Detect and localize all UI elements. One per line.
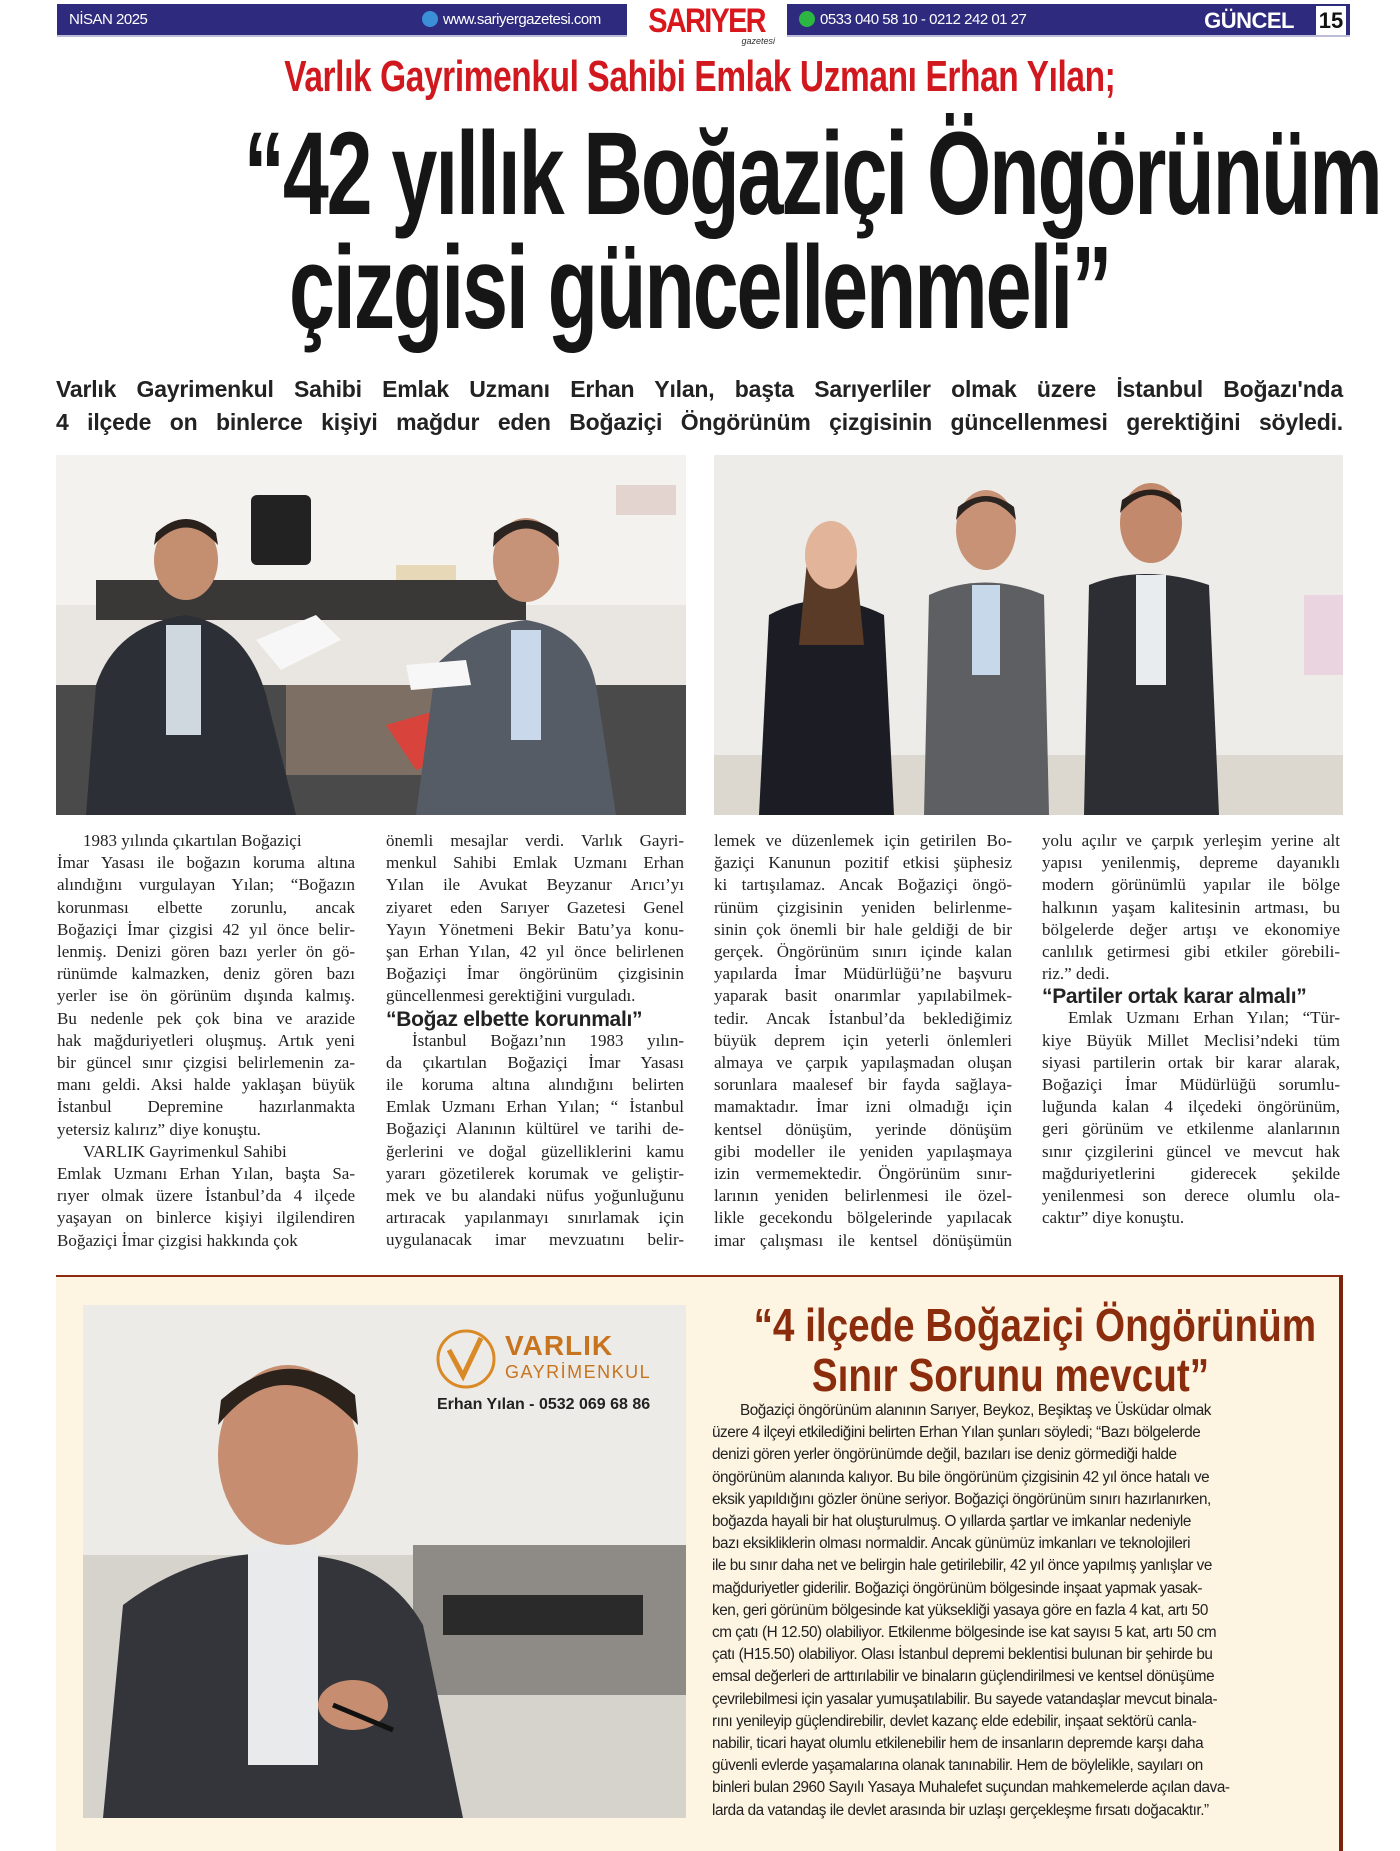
text-line: rünüm çizgisinin yeniden belirlenme- (714, 897, 1012, 917)
text-line: VARLIK Gayrimenkul Sahibi (83, 1141, 287, 1161)
text-line: yapısı yenilenmiş, depreme dayanıklı (1042, 853, 1340, 873)
photo-group-standing (714, 455, 1343, 815)
text-line: siyasi partilerin ortak bir karar alarak, (1042, 1052, 1340, 1072)
text-line: İmar Yasası ile boğazın koruma altına (57, 853, 355, 873)
article-column-2 (386, 830, 684, 1252)
text-line: manı geldi. Aksi halde yaklaşan büyük (57, 1075, 355, 1095)
text-line: rını yenileyip güçlendirebilir, devlet kazanç elde edebilir, inşaat sektörü canla- (712, 1712, 1197, 1730)
text-line: Boğaziçi Alanının kültürel ve tarihi de- (386, 1119, 684, 1139)
text-line: güncellenmesi gerektiğini vurguladı. (386, 986, 636, 1006)
text-line: ile koruma altına alındığını belirten (386, 1075, 684, 1095)
text-line: ki tartışılamaz. Ancak Boğaziçi öngö- (714, 875, 1012, 895)
text-line: Emlak Uzmanı Erhan Yılan; “Tür- (1068, 1008, 1340, 1028)
text-line: emsal değerleri de arttırılabilir ve binaların güçlendirilmesi ve kentsel dönüşüme (712, 1668, 1215, 1686)
text-line: luğunda kalan 4 ilçedeki öngörünüm, (1042, 1097, 1340, 1117)
header-bar (57, 2, 1350, 46)
phone-numbers (799, 11, 1026, 28)
text-line: bazı eksikliklerin olması normaldir. Ancak günümüz imkanları ve teknolojileri (712, 1535, 1191, 1553)
text-line: modern görünümlü yapılar ile bölge (1042, 875, 1340, 895)
lede-line-2: 4 ilçede on binlerce kişiyi mağdur eden Boğaziçi Öngörünüm çizgisinin güncellenmesi gerektiğini söyledi. (56, 409, 1343, 435)
website-text: www.sariyergazetesi.com (443, 11, 601, 28)
newspaper-logo (627, 2, 787, 46)
text-line: menkul Sahibi Emlak Uzmanı Erhan (386, 853, 684, 873)
text-line: bir güncel sınır çizgisi belirlemenin za- (57, 1053, 355, 1073)
text-line: ile bu sınır daha net ve belirgin hale getirilebilir, 42 yıl önce yapılmış yanlışlar ve (712, 1557, 1212, 1575)
varlik-gayrimenkul-ad (435, 1328, 675, 1418)
headline-line-1 (0, 108, 1400, 240)
text-line: Boğaziçi İmar çizgisi 42 yıl önce belir- (57, 919, 355, 939)
text-line: yenilenmesi son derece olumlu ola- (1042, 1186, 1340, 1206)
text-line: da çıkartılan Boğaziçi İmar Yasası (386, 1052, 684, 1072)
text-line: tedir. Ancak İstanbul’da beklediğimiz (714, 1008, 1012, 1028)
text-line: önemli mesajlar verdi. Varlık Gayri- (386, 831, 684, 850)
text-line: sınır çizgilerini güncel ve mevcut hak (1042, 1141, 1340, 1161)
website-link[interactable] (422, 11, 601, 28)
text-line: hak mağduriyetleri oluşmuş. Artık yeni (57, 1030, 355, 1050)
text-line: güvenli evlerde yaşamalarına olanak tanınabilir. Hem de böylelikle, sayıları on (712, 1757, 1203, 1775)
photo-office-interview (56, 455, 686, 815)
text-line: imar çalışması ile kentsel dönüşümün (714, 1230, 1012, 1250)
text-line: İstanbul Depremine hazırlanmakta (57, 1097, 355, 1117)
text-line: Boğaziçi öngörünüm alanının Sarıyer, Beykoz, Beşiktaş ve Üsküdar olmak (740, 1402, 1211, 1419)
text-line: bölgelerde değer artışı ve ekonomiye (1042, 919, 1340, 939)
globe-icon (422, 11, 438, 27)
text-line: ğaziçi Kanunun pozitif etkisi şüphesiz (714, 853, 1012, 873)
article-column-3 (714, 830, 1012, 1252)
text-line: nabilir, ticari hayat olumlu etkilenebilir hem de insanların depremde karşı daha (712, 1735, 1204, 1753)
headline-line-2 (0, 222, 1400, 354)
section-label: GÜNCEL (1204, 8, 1294, 33)
text-line: artıracak yapılanmayı sınırlamak için (386, 1208, 684, 1228)
whatsapp-icon (799, 11, 815, 27)
text-line: lemek ve düzenlemek için getirilen Bo- (714, 831, 1012, 850)
text-line: sorunlara maalesef bir fayda sağlaya- (714, 1075, 1012, 1095)
text-line: yaparak basit onarımlar yapılabilmek- (714, 986, 1012, 1006)
text-line: geri görünüm ve etkilenme alanlarının (1042, 1119, 1340, 1139)
text-line: yetersiz kalırız” diye konuştu. (57, 1119, 261, 1139)
text-line: mağduriyetler giderilir. Boğaziçi öngörünüm bölgesinde inşaat yapmak yasak- (712, 1579, 1203, 1597)
text-line: Boğaziçi İmar Müdürlüğü sorumlu- (1042, 1075, 1340, 1095)
box-headline (700, 1300, 1320, 1400)
page-number: 15 (1316, 6, 1346, 35)
text-line: binleri bulan 2960 Sayılı Yasaya Muhalefet suçundan mahkemelerde açılan dava- (712, 1779, 1230, 1797)
text-line: likle gecekondu bölgelerinde yapılacak (714, 1208, 1012, 1228)
text-line: 1983 yılında çıkartılan Boğaziçi (83, 831, 302, 850)
text-line: büyük deprem için yeterli önlemleri (714, 1030, 1012, 1050)
text-line: lenmiş. Denizi gören bazı yerler ön gö- (57, 942, 355, 962)
text-line: kentsel dönüşüm, yerinde dönüşüm (714, 1119, 1012, 1139)
text-line: rıyer olmak üzere İstanbul’da 4 ilçede (57, 1186, 355, 1206)
text-line: mağduriyetlerini giderecek şekilde (1042, 1163, 1340, 1183)
text-line: cm çatı (H 12.50) olabiliyor. Etkilenme bölgesinde ise kat sayısı 5 kat, artı 50 cm (712, 1624, 1217, 1642)
subheading: “Partiler ortak karar almalı” (1042, 985, 1307, 1009)
text-line: gerçek. Öngörünüm sınırı içinde kalan (714, 942, 1012, 962)
text-line: canlılık getirmesi gibi etkiler görebili- (1042, 942, 1340, 962)
text-line: İstanbul Boğazı’nın 1983 yılın- (412, 1030, 684, 1050)
text-line: Boğaziçi İmar çizgisi hakkında çok (57, 1230, 298, 1250)
logo-sub: gazetesi (741, 36, 775, 46)
text-line: ken, geri görünüm bölgesinde kat yüksekliği yasaya göre en fazla 4 kat, artı 50 (712, 1601, 1208, 1619)
text-line: ğerlerini ve doğal güzelliklerini kamu (386, 1141, 684, 1161)
text-line: korunması elbette zorunlu, ancak (57, 897, 355, 917)
brand-contact: Erhan Yılan - 0532 069 68 86 (437, 1396, 651, 1413)
text-line: larının yeniden belirlenmesi ile özel- (714, 1186, 1012, 1206)
text-line: çevrilebilmesi için yasalar yumuşatılabilir. Bu sayede vatandaşlar mevcut binala- (712, 1690, 1218, 1708)
text-line: gibi modeller ile yeniden yapılaşmaya (714, 1141, 1012, 1161)
box-body (712, 1400, 1332, 1822)
text-line: izin vermemektedir. Öngörünüm sınır- (714, 1164, 1012, 1184)
text-line: yararı gözetilerek korumak ve geliştir- (386, 1163, 684, 1183)
text-line: ziyaret eden Sarıyer Gazetesi Genel (386, 897, 684, 917)
lede-line-1: Varlık Gayrimenkul Sahibi Emlak Uzmanı Erhan Yılan, başta Sarıyerliler olmak üzere İstanbul Boğazı'nda (56, 376, 1343, 402)
headline-text: “42 yıllık Boğaziçi Öngörünüm (243, 108, 1381, 240)
text-line: Bu nedenle pek çok bina ve arazide (57, 1008, 355, 1028)
text-line: boğazda hayali bir hat oluşturulmuş. O yıllarda şartlar ve imkanlar nedeniyle (712, 1513, 1191, 1531)
text-line: halkının yaşam kalitesinin artması, bu (1042, 897, 1340, 917)
varlik-logo-icon (435, 1328, 497, 1390)
text-line: Yayın Yönetmeni Bekir Batu’ya konu- (386, 919, 684, 939)
text-line: yerler ise ön görünüm dışında kalmış. (57, 986, 355, 1006)
logo-text: SARIYER (648, 2, 766, 40)
text-line: üzere 4 ilçeyi etkilediğini belirten Erhan Yılan şunları söyledi; “Bazı bölgelerde (712, 1424, 1201, 1442)
text-line: caktır” diye konuştu. (1042, 1208, 1185, 1228)
text-line: öngörünüm alanında kalıyor. Bu bile öngörünüm çizgisinin 42 yıl önce hatalı ve (712, 1468, 1210, 1486)
text-line: Yılan ile Avukat Beyzanur Arıcı’yı (386, 875, 684, 895)
text-line: larda da vatandaş ile devlet arasında bir uzlaşı gerçekleşme fırsatı doğacaktır.” (712, 1801, 1209, 1819)
text-line: çatı (H15.50) olabiliyor. Olası İstanbul depremi beklentisi bulunan bir şehirde bu (712, 1646, 1213, 1664)
brand-sub: GAYRİMENKUL (505, 1362, 652, 1382)
phones-text: 0533 040 58 10 - 0212 242 01 27 (820, 11, 1027, 28)
text-line: Boğaziçi İmar öngörünüm çizgisinin (386, 964, 684, 984)
text-line: rünümde kalmazken, deniz gören bazı (57, 964, 355, 984)
text-line: alındığını vurgulayan Yılan; “Boğazın (57, 875, 355, 895)
box-headline-line: Sınır Sorunu mevcut” (811, 1349, 1209, 1401)
text-line: mamaktadır. İmar izni olmadığı için (714, 1097, 1012, 1117)
text-line: eksik yapıldığını gözler önüne seriyor. Boğaziçi öngörünüm sınırı hazırlanırken, (712, 1490, 1211, 1508)
text-line: mek ve bu alandaki nüfus yoğunluğunu (386, 1186, 684, 1206)
text-line: yapılarda İmar Müdürlüğü’ne başvuru (714, 964, 1012, 984)
text-line: almaya ve çarpık yapılaşmadan oluşan (714, 1053, 1012, 1073)
issue-date: NİSAN 2025 (69, 11, 148, 28)
brand-name: VARLIK (505, 1330, 614, 1361)
text-line: Emlak Uzmanı Erhan Yılan; “ İstanbul (386, 1097, 684, 1117)
text-line: Emlak Uzmanı Erhan Yılan, başta Sa- (57, 1164, 355, 1184)
text-line: riz.” dedi. (1042, 964, 1110, 984)
text-line: denizi gören yerler öngörünümde değil, bazıları ise deniz görmediği halde (712, 1446, 1177, 1464)
text-line: kiye Büyük Millet Meclisi’ndeki tüm (1042, 1030, 1340, 1050)
headline-text: çizgisi güncellenmeli” (289, 222, 1111, 354)
text-line: uygulanacak imar mevzuatını belir- (386, 1230, 684, 1250)
article-column-1 (57, 830, 355, 1252)
article-column-4 (1042, 830, 1340, 1229)
text-line: sinin çok önemli bir hale geldiği de bir (714, 919, 1012, 939)
subheading: “Boğaz elbette korunmalı” (386, 1007, 643, 1031)
kicker (0, 52, 1400, 102)
box-headline-line: “4 ilçede Boğaziçi Öngörünüm (753, 1299, 1317, 1351)
text-line: şan Erhan Yılan, 42 yıl önce belirlenen (386, 942, 684, 962)
kicker-text: Varlık Gayrimenkul Sahibi Emlak Uzmanı Erhan Yılan; (284, 52, 1116, 101)
text-line: yolu açılır ve çarpık yerleşim yerine alt (1042, 831, 1340, 850)
text-line: yaşayan on binlerce kişiyi ilgilendiren (57, 1208, 355, 1228)
